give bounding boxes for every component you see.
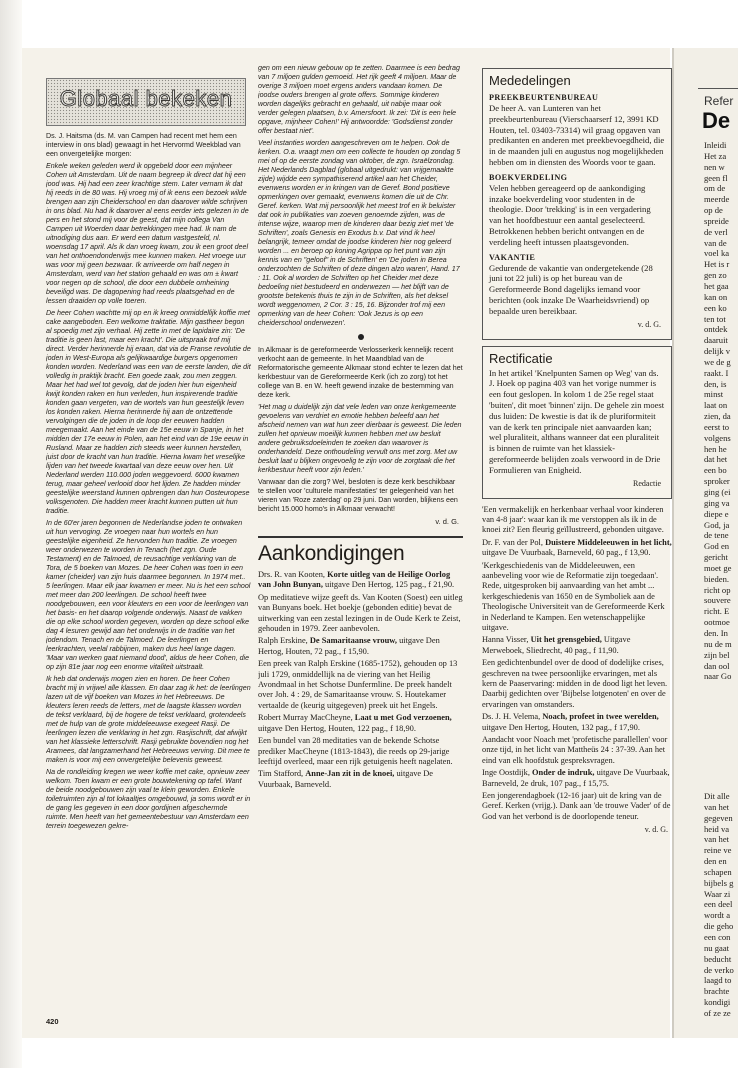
text-line: de tene	[704, 530, 729, 541]
text-line: gen zo	[704, 270, 727, 281]
announcement-item	[482, 561, 672, 634]
announcement-text: Hanna Visser,	[482, 635, 531, 645]
text-line: spreide	[704, 215, 729, 226]
announcement-item	[482, 768, 672, 789]
text-line: reine ve	[704, 845, 732, 856]
signature: v. d. G.	[435, 517, 459, 526]
book-title: Korte uitleg van de Heilige Oorlog van John Bunyan,	[258, 570, 451, 590]
text-line: een con	[704, 931, 731, 942]
text-line: kondigi	[704, 997, 731, 1008]
text-line: bieden.	[704, 573, 730, 584]
book-title: Noach, profeet in twee werelden,	[542, 712, 659, 722]
text-line: richt op	[704, 584, 731, 595]
text-line: schapen	[704, 866, 732, 877]
text-line: raakt. I	[704, 367, 729, 378]
quote-paragraph: De heer Cohen wachtte mij op en ik kreeg onmiddellijk koffie met cake aangeboden. Een welkome traktatie. Mijn gastheer begon al spoedig met zijn verhaal. Hij zette in met de lapidaire zin: 'De traditie is geen last, maar een kracht'. Die uitspraak trof mij direct. Verder herinnerde hij eraan, dat via de Franse revolutie de joden in West-Europa als gelijkwaardige burgers opgenomen konden worden. Nederland was een van de eerste landen, die dit volledig in praktijk bracht. Een goede zaak, zou men zeggen. Maar het had wel tot gevolg, dat de joden hier hun eigenheid kwijt konden raken en hun verleden, hun inspirerende traditie konden gaan vergeten, van de wortels van hun geestelijk leven los konden raken. Hierna herinnerde hij aan de ontzettende vervolgingen die de joden in de loop der eeuwen hadden meegemaakt. Aan het einde van de 15e eeuw in Spanje, in het midden der 17e eeuw in Polen, aan het eind van de 19e eeuw in Rusland. Maar ze hadden zich steeds weer kunnen herstellen, juist door de kracht van hun traditie. Hierna kwam het vreselijke lijden van het tweede kwartaal van deze eeuw over hen. Uit Nederland werden 110.000 joden weggevoerd. 6000 kwamen terug, maar geheel verlooid door het lijden. Ze hadden minder geestelijke weerstand kunnen opbrengen dan hun Oosteuropese volksgenoten. Die hadden meer kracht kunnen putten uit hun traditie.	[46, 309, 251, 515]
quote-paragraph: gen om een nieuw gebouw op te zetten. Daarmee is een bedrag van 7 miljoen gulden gemoeid. Het rijk geeft 4 miljoen. Maar de overige 3 miljoen moet ergens anders vandaan komen. De joodse ouders brengen al grote offers. Sommige kinderen worden dagelijks gebracht en gehaald, uit nabije maar ook verder gelegen plaatsen, b.v. Amersfoort. Ik zei: 'Dit is een hele opgave, mijnheer Cohen!' Hij antwoordde: 'Godsdienst zonder offer bestaat niet'.	[258, 64, 460, 135]
text-line: voel ka	[704, 248, 730, 259]
text-line: we de g	[704, 356, 731, 367]
announcement-text: Inge Oostdijk,	[482, 768, 533, 778]
text-line: het gaa	[704, 280, 729, 291]
separator-dot	[358, 334, 364, 340]
publication-details: uitgave Den Hertog, Houten, 132 pag., f 17,90.	[482, 722, 640, 732]
next-page-text-lower	[704, 791, 738, 1019]
alkmaar-quote: 'Het mag u duidelijk zijn dat vele leden van onze kerkgemeente gevoelens van verdriet en emotie hebben beleefd aan het afscheid nemen van wat hun zeer dierbaar is geweest. Die leden zullen het opnieuw moeilijk kunnen hebben met uw besluit andere gebruiksdoeleinden te zoeken dan waarover is onderhandeld. Deze onthoudeling vervult ons met zorg. Met uw besluit laat u blijken ongevoelig te zijn voor de zorgtaak die het kerkbestuur heeft voor zijn leden.'	[258, 403, 462, 474]
text-line: om de	[704, 183, 726, 194]
publication-details: uitgave Den Hertog, 125 pag., f 21,90.	[322, 580, 455, 590]
text-line: moet ge	[704, 562, 732, 573]
text-line: volgens	[704, 432, 731, 443]
text-line: zien, da	[704, 411, 731, 422]
text-line: dat het	[704, 454, 728, 465]
text-line: ootmoe	[704, 617, 730, 628]
text-line: Inleidi	[704, 140, 727, 150]
mededelingen-title: Mededelingen	[489, 73, 571, 88]
announcement-text: Ds. J. H. Velema,	[482, 712, 543, 722]
text-line: gericht	[704, 552, 728, 563]
boekverdeling-heading: BOEKVERDELING	[489, 172, 568, 182]
book-title: De Samaritaanse vrouw,	[309, 636, 397, 646]
announcement-item	[258, 659, 463, 711]
text-line: nu gaat	[704, 942, 730, 953]
text-line: beducht	[704, 953, 732, 964]
text-line: geen fl	[704, 172, 728, 183]
vakantie-text: Gedurende de vakantie van ondergetekende (28 juni tot 22 juli) is op het bureau van de Gereformeerde Bond dagelijks iemand voor berichten (ook inzake De Waarheidsvriend) op bepaalde uren bereikbaar.	[489, 262, 653, 316]
announcement-item	[258, 713, 463, 734]
publication-details: uitgave De Vuurbaak, Barneveld.	[258, 769, 433, 789]
column-right	[482, 68, 672, 998]
announcement-item	[482, 635, 672, 656]
announcement-text: Tim Stafford,	[258, 769, 306, 779]
announcement-item	[482, 791, 672, 822]
announcement-text: Een bundel van 28 meditaties van de bekende Schotse prediker MacCheyne (1813-1843), die reeds op 29-jarige leeftijd overleed, maar een rijk getuigenis heeft nagelaten.	[258, 736, 453, 766]
publication-details: uitgave De Vuurbaak, Barneveld, 2e druk, 107 pag., f 15,75.	[482, 768, 670, 788]
book-title: Duistere Middeleeuwen in het licht,	[545, 537, 672, 547]
quote-paragraph: Veel instanties worden aangeschreven om te helpen. Ook de kerken. O.a. vraagt men om een collecte te houden op zondag 5 mei of op de eerste zondag van oktober, de zgn. Israëlzondag. Het Nederlands Dagblad (globaal uitgedrukt: van vrijgemaakte zijde) wijdde een sympathiserend artikel aan het Cheider, evenwens worden er in kringen van de Geref. Bond positieve opmerkingen over gemaakt, evenwens komen die uit de Chr. Geref. kerken. Wat mij persoonlijk het meest trof en ik beluister dat ook in publikaties van zoeven genoemde zijden, was de intense wijze, waarop men de kinderen daar bezig ziet met 'de Schriften', zoals Genesis en Exodus b.v. Dat vind ik heel belangrijk, temeer omdat de joodse kinderen hier nog geleerd worden ... en beroep op koning Agrippa op het punt van zijn kennis van en "geloof" in de Schriften' en 'De joden in Berea onderzochten de Schriften of deze dingen alzo waren', Hand. 17 : 11. Ook al worden de Schriften op het Cheider met deze bedoeling niet bestudeerd en onderwezen — het blijft van de grootste betekenis thuis te zijn in de Schriften, als het deksel wordt weggenomen, 2 Cor. 3 : 15, 16. Bijzonder trof mij een opmerking van de heer Cohen: 'Ook Jezus is op een cheiderschool onderwezen'.	[258, 139, 461, 327]
text-line: souvere	[704, 595, 731, 606]
announcement-item	[482, 712, 672, 733]
text-line: bijbels g	[704, 877, 734, 888]
announcement-text: Op meditatieve wijze geeft ds. Van Kooten (Soest) een uitleg van Bunyans boek. Het boekje (gebonden editie) bevat de uitwerking van een zestal lezingen in de Oude Kerk te Zeist, gehouden in 1979. Zeer aanbevolen.	[258, 592, 463, 634]
text-line: een bo	[704, 465, 727, 476]
book-title: Anne-Jan zit in de knoei,	[305, 769, 395, 779]
rectificatie-text: In het artikel 'Knelpunten Samen op Weg' van ds. J. Hoek op pagina 403 van het vorige nummer is een fout geslopen. In kolom 1 de 25e regel staat 'buiten', dit moet 'binnen' zijn. De gehele zin moest dus luiden: De kwestie is dat ik de pluriformiteit van de kerk ten principale niet aanvaarden kan; wel pluraliteit, althans wanneer dat een pluraliteit is binnen de ruimte van het klassiek-gereformeerde belijden zoals verwoord in de Drie Formulieren van Enigheid.	[489, 367, 665, 475]
text-line: ging va	[704, 497, 730, 508]
text-line: de verl	[704, 226, 728, 237]
announcement-text: Ralph Erskine,	[258, 636, 310, 646]
quote-paragraph: Na de rondleiding kregen we weer koffie met cake, opnieuw zeer welkom. Toen kwam er een grote bouwtekening op tafel. Want de beide noodgebouwen zijn vaal te klein geworden. Enkele toiletruimten zijn al tot lokaaltjes omgebouwd, ja soms wordt er in de gang les gegeven in een door gordijnen afgeschermde ruimte. Men heeft van het gemeentebestuur van Amsterdam een terrein toegewezen gekre-	[46, 768, 251, 830]
preekbeurtenbureau-heading: PREEKBEURTENBUREAU	[489, 93, 599, 102]
text-line: God, ja	[704, 519, 730, 530]
announcement-text: Een gedichtenbundel over de dood of dodelijke crises, geschreven na twee persoonlijke ervaringen, met als kern de Paaservaring: midden in de dood ligt het leven. Daarbij gedichten over 'Bijbelse lotgenoten' en over de ervaringen van omstanders.	[482, 658, 668, 709]
column-globaal-bekeken	[46, 78, 251, 1038]
quote-paragraph: In de 60'er jaren begonnen de Nederlandse joden te ontwaken uit hun vervoging. Ze vroegen naar hun wortels en hun geestelijke eigenheid. Ze hervonden hun traditie. Ze vroegen weer onderwezen te worden in Tenach (het zgn. Oude Testament) en de Talmoed, de reusachtige verklaring van de Tora, de 5 boeken van Mozes. De heer Cohen was toen in een kamer (cheider) van zijn huis daarmee begonnen. In 1974 met.. 5 leerlingen. Maar elk jaar kwamen er meer. Nu is het een school met meer dan 200 leerlingen. De school heeft twee noodgebouwen, een voor kleuters en een voor de leerlingen van het basis- en het daarop volgende onderwijs. Naast de vakken die op elke school worden gegeven, worden op deze school elke dag 4 lesuren gewijd aan het onderwijs in de traditie van het jodendom. Tenach en de Talmoed. De leerlingen en leerkrachten, veelal rabbijnen, maken dus heel lange dagen. 'Maar van werken gaat niemand dood', aldus de heer Cohen, die op zijn 81e jaar nog een enorme vitaliteit uitstraalt.	[46, 519, 251, 671]
text-line: Het is r	[704, 259, 730, 270]
boekverdeling-text: Velen hebben gereageerd op de aankondiging inzake boekverdeling voor studenten in de theologie. Door 'trekking' is in een vergadering van het hoofdbestuur een aantal geselecteerd. Betrokkenen hebben bericht ontvangen en de verdeling heeft intussen plaatsgevonden.	[489, 182, 651, 247]
announcement-text: Aandacht voor Noach met 'profetische parallellen' voor onze tijd, in het licht van Mattheüs 24 : 37-39. Aan het eind van elk hoofdstuk gespreksvragen.	[482, 735, 668, 765]
rectificatie-box	[482, 346, 672, 499]
text-line: naar Go	[704, 671, 732, 682]
vakantie-heading: VAKANTIE	[489, 252, 536, 262]
text-line: laat on	[704, 400, 728, 411]
text-line: nu de m	[704, 638, 732, 649]
intro-text: Ds. J. Haitsma (ds. M. van Campen had recent met hem een interview in ons blad) gewaagt in het Hervormd Weekblad van een onvergetelijke morgen:	[46, 132, 241, 158]
announcement-list	[258, 570, 463, 790]
scan-gutter	[0, 0, 22, 1068]
text-line: nen w	[704, 161, 725, 172]
text-line: ten tot	[704, 313, 726, 324]
publication-details: uitgave De Vuurbaak, Barneveld, 60 pag., f 13,90.	[482, 548, 651, 558]
text-line: de verko	[704, 964, 734, 975]
announcement-text: Een preek van Ralph Erskine (1685-1752), gehouden op 13 juli 1729, onmiddellijk na de viering van het Heilig Avondmaal in het Schotse Dunfermline. De preek handelt over Joh. 4 : 29, de Samaritaanse vrouw. S. Houtekamer vertaalde de (keurig uitgegeven) preek uit het Engels.	[258, 659, 458, 710]
text-line: van het	[704, 801, 730, 812]
text-line: den, is	[704, 378, 727, 389]
book-title: Onder de indruk,	[532, 768, 595, 778]
announcement-item	[258, 636, 463, 657]
announcement-item	[258, 736, 463, 767]
announcement-item	[482, 658, 672, 710]
text-line: wordt a	[704, 910, 731, 921]
text-line: Waar zi	[704, 888, 731, 899]
announcement-text: Een jongerendagboek (12-16 jaar) uit de kring van de Geref. Kerken (vrijg.). Dank aan 'de trouwe Vader' of de God van het verbond is de doorlopende teneur.	[482, 791, 671, 821]
publication-details: uitgave Den Hertog, Houten, 72 pag., f 15,90.	[258, 636, 440, 656]
rectificatie-title: Rectificatie	[489, 350, 553, 366]
text-line: eerst to	[704, 421, 730, 432]
publication-details: Uitgave Merweboek, Sliedrecht, 40 pag., f 11,90.	[482, 635, 631, 655]
signature: Redactie	[633, 478, 661, 488]
book-list	[482, 505, 672, 823]
alkmaar-paragraph: In Alkmaar is de gereformeerde Verlosserkerk kennelijk recent verkocht aan de gemeente. In het Maandblad van de Reformatorische gemeente Alkmaar stond echter te lezen dat het kerkbestuur van de Gereformeerde Kerk (ich zo zorg) tot het college van B. en W. heeft gewend inzake de bestemming van deze kerk.	[258, 346, 463, 399]
text-line: richt. E	[704, 606, 730, 617]
divider	[698, 88, 738, 89]
text-line: ging (ei	[704, 487, 731, 497]
text-line: een ko	[704, 302, 727, 313]
text-line: diepe e	[704, 508, 729, 519]
text-line: brachte	[704, 986, 730, 997]
page-number: 420	[46, 1017, 59, 1026]
text-line: van de	[704, 237, 727, 248]
signature: v. d. G.	[644, 825, 668, 835]
text-line: minst	[704, 389, 724, 400]
book-title: Laat u met God verzoenen,	[354, 713, 452, 723]
text-line: op de	[704, 205, 723, 216]
section-header-box	[46, 78, 246, 126]
publication-details: uitgave Den Hertog, Houten, 122 pag., f 18,90.	[258, 723, 416, 733]
next-page-text	[704, 140, 738, 682]
next-page-label: Refer	[704, 94, 734, 108]
next-page-heading: De	[702, 108, 731, 133]
text-line: een deel	[704, 899, 733, 910]
announcement-item	[482, 538, 672, 559]
text-line: hen he	[704, 443, 727, 454]
text-line: delijk v	[704, 346, 731, 357]
signature: v. d. G.	[637, 319, 661, 329]
quote-paragraph: Ik heb dat onderwijs mogen zien en horen. De heer Cohen bracht mij in vrijwel alle klassen. En daar zag ik het: de leerlingen lazen uit de vijf boeken van Mozes in het Hebreeuws. De kleuters leren reeds de letters, met de laagste klassen worden de tekst verklaard, bij de hogere de tekst verklaard, grotendeels met de hulp van de grote middeleeuwse exegeet Rasji. De leerlingen lezen die verklaring in het zgn. Rasjischrift, dat afwijkt van het klassieke letterschrift. Rasji gebruikte bovendien nog het Aramees, dat langzamerhand het Hebreeuws verving. Dit mee te maken is voor mij een onvergetelijke belevenis geweest.	[46, 675, 251, 764]
alkmaar-closing: Vanwaar dan die zorg? Wel, besloten is deze kerk beschikbaar te stellen voor 'culturele manifestaties' ter gelegenheid van het vieren van 'Roze zaterdag' op 29 juni. Dan worden, blijkens een bericht 15.000 homo's in Alkmaar verwacht!	[258, 478, 458, 513]
text-line: Dit alle	[704, 791, 730, 801]
magazine-page	[22, 48, 670, 1038]
text-line: zijn bel	[704, 649, 730, 660]
announcement-text: 'Een vermakelijk en herkenbaar verhaal voor kinderen van 4-8 jaar': waar kan ik me verstoppen als ik in de knoei zit? Een fleurig geïllustreerd, gebonden uitgave.	[482, 504, 664, 535]
aankondigingen-title: Aankondigingen	[258, 536, 463, 566]
text-line: van het	[704, 834, 730, 845]
text-line: ontdek	[704, 324, 728, 335]
text-line: daaruit	[704, 335, 728, 346]
text-line: of ze ze	[704, 1007, 731, 1018]
text-line: laagd to	[704, 975, 732, 986]
mededelingen-box	[482, 68, 672, 340]
text-line: dan ool	[704, 660, 730, 671]
next-page-edge	[672, 48, 738, 1038]
announcement-text: Dr. F. van der Pol,	[482, 537, 546, 547]
preekbeurtenbureau-text: De heer A. van Lunteren van het preekbeurtenbureau (Vierschaarserf 12, 3991 KD Houten, tel. 03403-73314) wil graag opgaven van predikanten en anderen met preekbevoegdheid, die in de maanden juli en augustus nog mogelijkheden hebben om in diensten des Woords voor te gaan.	[489, 103, 665, 167]
text-line: heid va	[704, 823, 730, 834]
text-line: gegeven	[704, 812, 733, 823]
announcement-text: 'Kerkgeschiedenis van de Middeleeuwen, een aanbeveling voor wie de Reformatie zijn toegedaan'. Rede, uitgesproken bij aanvaarding van het ambt ... kerkgeschiedenis van 1650 en de Symboliek aan de Theologische Universiteit van de Gereformeerde Kerk in Nederland te Kampen. Een wetenschappelijke uitgave.	[482, 560, 665, 632]
announcement-text: Robert Murray MacCheyne,	[258, 713, 355, 723]
book-title: Uit het grensgebied,	[530, 635, 602, 645]
text-line: kan on	[704, 291, 728, 302]
announcement-item	[258, 570, 463, 591]
announcement-text: Drs. R. van Kooten,	[258, 570, 328, 579]
text-line: meerde	[704, 194, 730, 205]
announcement-item	[258, 769, 463, 790]
column-middle	[258, 64, 463, 1044]
text-line: die geho	[704, 921, 734, 932]
text-line: den en	[704, 856, 727, 867]
text-line: den. In	[704, 627, 728, 638]
text-line: God en	[704, 541, 730, 552]
text-line: Het za	[704, 150, 727, 161]
quote-paragraph: Enkele weken geleden werd ik opgebeld door een mijnheer Cohen uit Amsterdam. Uit de naam begreep ik direct dat hij een jood was. Hij had een zeer krachtige stem. Later vernam ik dat hij reeds in de 80 was. Hij vroeg mij of ik eens een bezoek wilde brengen aan zijn Cheiderschool en dan daarover wilde schrijven in ons blad. Nu had ik daarover al eens eerder iets gelezen in de pers en het stond mij voor de geest, dat mijn collega Van Campen uit Woerden daar betrekkingen mee had. Ik nam de uitnodiging dus aan. Er werd een datum vastgesteld, nl. woensdag 17 april. Als ik dan vroeg kwam, zou ik een groot deel van het onthoendonderwijs mee kunnen maken. Het vroege uur was voor mij geen bezwaar. Ik arriveerde om half negen in Amsterdam, werd van het station gehaald en was om ± kwart voor negen op de school, die door een dubbele omheining beveiligd was. De dagopening had reeds plaatsgehad en de lessen draaiden op volle toeren.	[46, 162, 249, 305]
text-line: sproker	[704, 476, 730, 487]
announcement-item	[258, 593, 463, 635]
announcement-item	[482, 505, 672, 536]
section-title: Globaal bekeken	[59, 86, 233, 111]
announcement-item	[482, 735, 672, 766]
